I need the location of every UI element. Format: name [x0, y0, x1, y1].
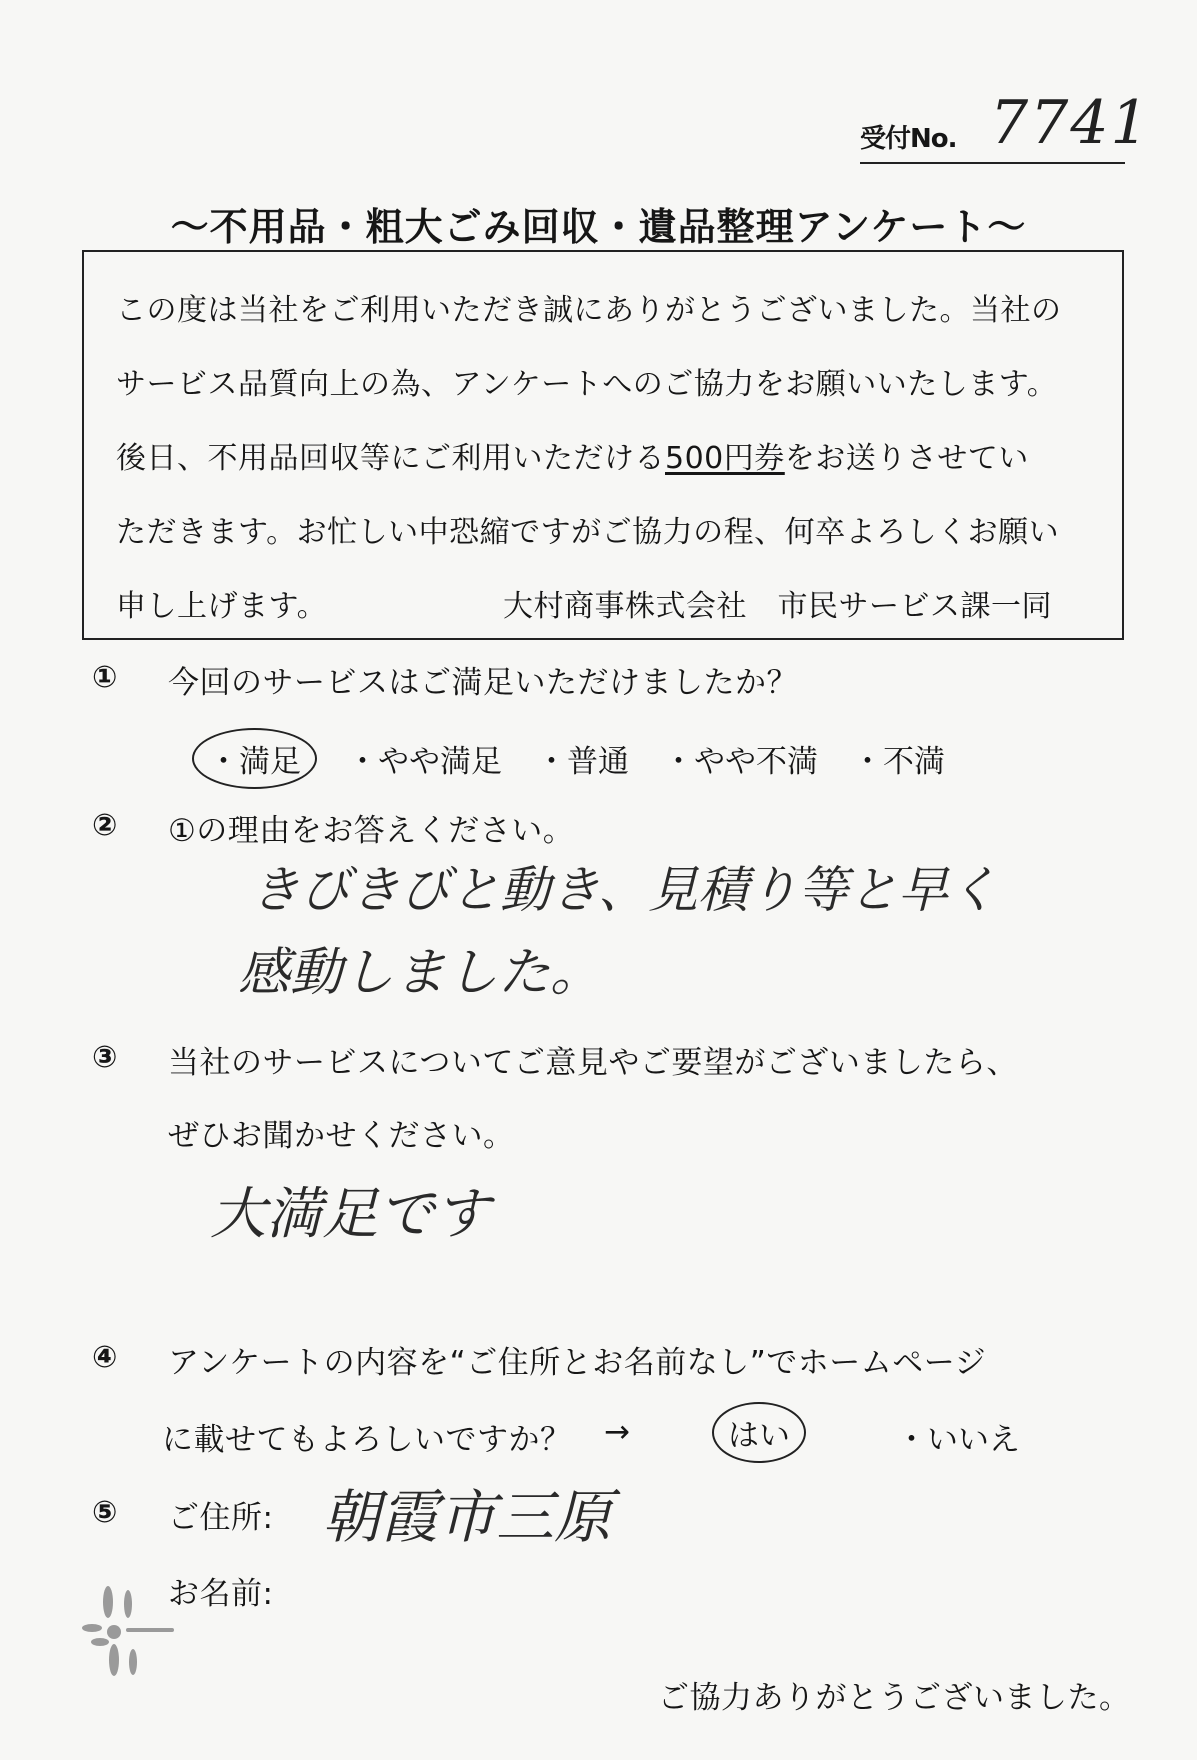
q5-number: ⑤ — [92, 1495, 118, 1530]
q4-number: ④ — [92, 1340, 118, 1375]
intro-line-3-post: をお送りさせてい — [784, 441, 1029, 476]
q1-question: 今回のサービスはご満足いただけましたか？ — [168, 665, 798, 701]
q4-arrow: → — [604, 1414, 631, 1450]
q1-option-dissatisfied[interactable]: ・不満 — [852, 744, 945, 780]
q4-question-line-2: に載せてもよろしいですか？ — [162, 1422, 572, 1458]
q2-answer-line-2: 感動しました。 — [238, 943, 603, 1003]
q1-options — [192, 728, 945, 789]
q3-question-line-2: ぜひお聞かせください。 — [168, 1118, 515, 1154]
receipt-label: 受付No. — [860, 124, 957, 154]
q3-question-line-1: 当社のサービスについてご意見やご要望がございましたら、 — [168, 1045, 1018, 1081]
address-label: ご住所: — [168, 1500, 274, 1536]
closing-thanks: ご協力ありがとうございました。 — [658, 1680, 1131, 1716]
q4-option-yes[interactable]: はい — [712, 1402, 806, 1463]
receipt-underline — [860, 162, 1125, 164]
intro-line-2: サービス品質向上の為、アンケートへのご協力をお願いいたします。 — [116, 367, 1058, 402]
q3-answer: 大満足です — [210, 1182, 490, 1247]
q1-number: ① — [92, 660, 118, 695]
company-signature: 大村商事株式会社 市民サービス課一同 — [503, 589, 1052, 624]
intro-line-3 — [116, 422, 1098, 496]
q4-option-no[interactable]: ・いいえ — [896, 1422, 1020, 1458]
voucher-text: 500円券 — [665, 441, 785, 476]
intro-line-4: ただきます。お忙しい中恐縮ですがご協力の程、何卒よろしくお願い — [116, 515, 1060, 550]
q1-option-satisfied[interactable]: ・満足 — [192, 728, 317, 789]
intro-closing: 申し上げます。 — [116, 589, 328, 624]
receipt-number: 7741 — [990, 88, 1151, 158]
q2-number: ② — [92, 808, 118, 843]
intro-box — [82, 250, 1124, 640]
q2-answer-line-1: きびきびと動き、見積り等と早く — [250, 861, 998, 919]
address-value: 朝霞市三原 — [322, 1483, 613, 1551]
intro-line-1: この度は当社をご利用いただき誠にありがとうございました。当社の — [116, 293, 1062, 328]
q1-option-somewhat-satisfied[interactable]: ・やや満足 — [347, 744, 502, 780]
intro-line-5 — [116, 570, 1098, 644]
name-label: お名前: — [168, 1576, 274, 1612]
intro-line-3-pre: 後日、不用品回収等にご利用いただける — [116, 441, 665, 476]
page-title: 〜不用品・粗大ごみ回収・遺品整理アンケート〜 — [170, 205, 1027, 249]
q1-option-neutral[interactable]: ・普通 — [536, 744, 629, 780]
q4-question-line-1: アンケートの内容を“ご住所とお名前なし”でホームページ — [168, 1345, 987, 1381]
q2-question: ①の理由をお答えください。 — [168, 813, 575, 849]
flower-icon — [78, 1580, 188, 1690]
q1-option-somewhat-dissatisfied[interactable]: ・やや不満 — [663, 744, 818, 780]
q3-number: ③ — [92, 1040, 118, 1075]
